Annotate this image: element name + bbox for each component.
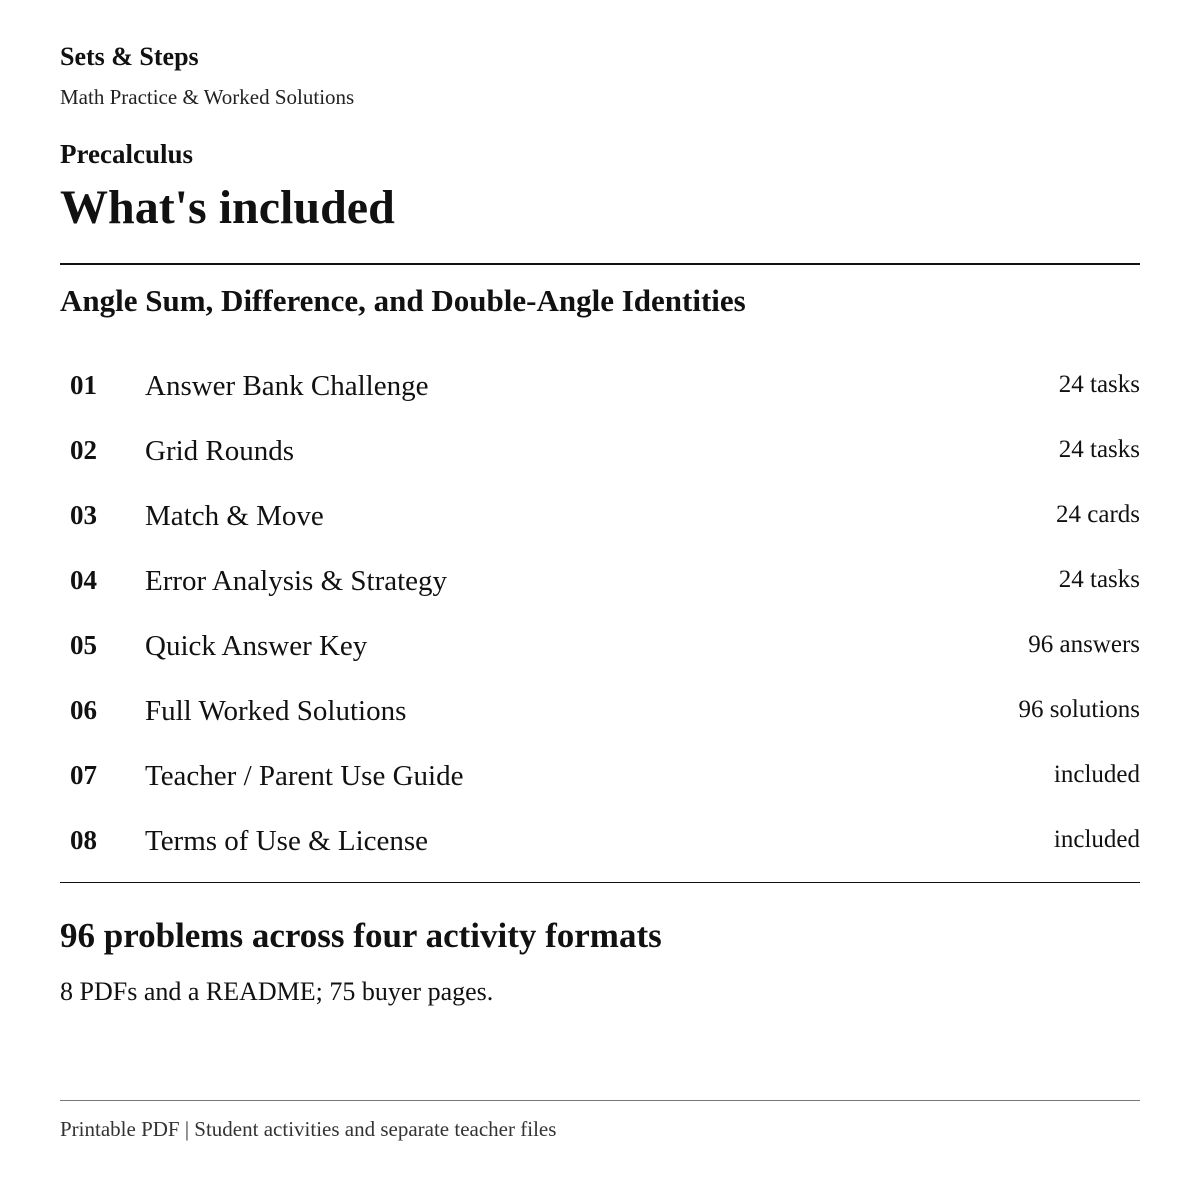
header-divider [60,263,1140,265]
brand-name: Sets & Steps [60,42,199,71]
contents-item [60,417,1140,482]
item-count: 24 tasks [1058,436,1140,463]
contents-item [60,807,1140,872]
item-label: Terms of Use & License [145,825,429,857]
contents-divider [60,882,1140,883]
contents-item [60,742,1140,807]
item-label: Grid Rounds [145,435,295,467]
page-title: What's included [60,181,395,234]
item-count: included [1053,826,1140,853]
contents-item [60,352,1140,417]
summary-detail: 8 PDFs and a README; 75 buyer pages. [60,977,494,1006]
footer-note: Printable PDF | Student activities and separate teacher files [60,1117,557,1141]
item-number: 02 [70,435,97,465]
item-number: 06 [70,695,97,725]
item-label: Error Analysis & Strategy [145,565,448,597]
contents-item [60,547,1140,612]
item-count: 96 solutions [1018,696,1140,723]
item-count: 96 answers [1028,631,1140,658]
item-number: 04 [70,565,97,595]
contents-item [60,482,1140,547]
item-number: 07 [70,760,97,790]
brand-tagline: Math Practice & Worked Solutions [60,85,355,109]
item-number: 01 [70,370,97,400]
item-number: 03 [70,500,97,530]
contents-list [60,352,1140,872]
item-number: 05 [70,630,97,660]
footer-divider [60,1100,1140,1101]
product-page [60,0,1140,1200]
item-label: Quick Answer Key [145,630,368,662]
item-number: 08 [70,825,97,855]
item-count: 24 tasks [1058,566,1140,593]
section-title: Angle Sum, Difference, and Double-Angle Identities [60,283,746,318]
item-label: Answer Bank Challenge [145,370,429,402]
item-count: 24 cards [1056,501,1140,528]
item-label: Full Worked Solutions [145,695,407,727]
item-label: Match & Move [145,500,324,532]
contents-item [60,677,1140,742]
course-label: Precalculus [60,139,193,169]
contents-item [60,612,1140,677]
summary-title: 96 problems across four activity formats [60,916,662,955]
item-count: included [1053,761,1140,788]
item-label: Teacher / Parent Use Guide [145,760,464,792]
item-count: 24 tasks [1058,371,1140,398]
